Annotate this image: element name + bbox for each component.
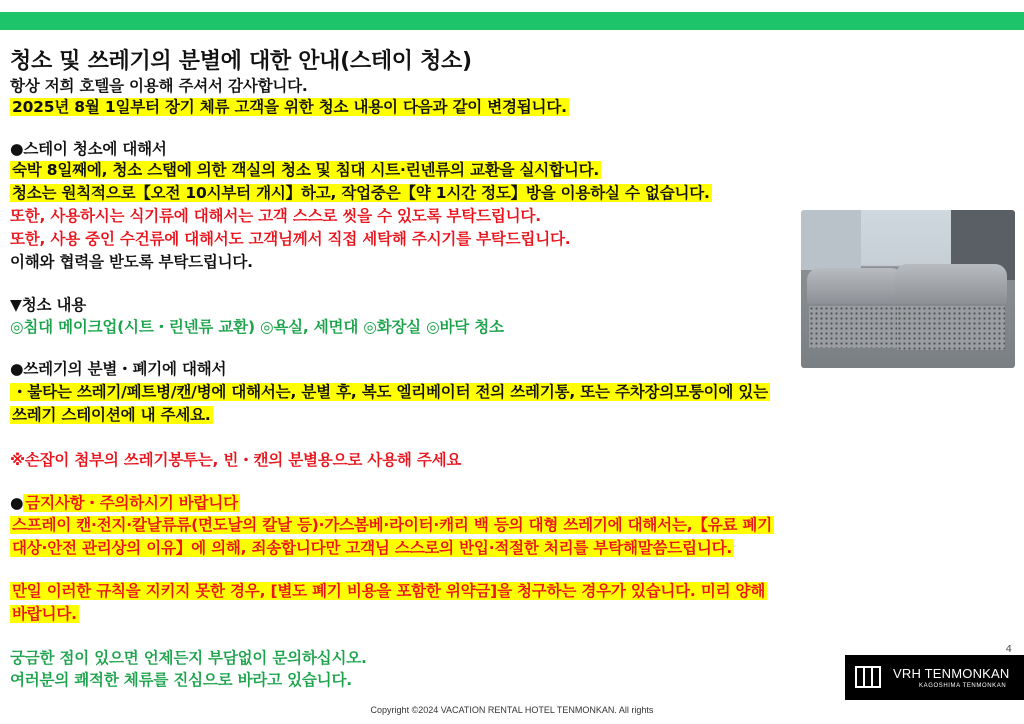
top-accent-bar: [0, 12, 1024, 30]
stay-cleaning-line-3: 또한, 사용하시는 식기류에 대해서는 고객 스스로 씻을 수 있도록 부탁드립니다.: [10, 207, 541, 225]
prohibited-heading: ● 금지사항・주의하시기 바랍니다: [10, 494, 238, 512]
intro-thanks: 항상 저희 호텔을 이용해 주셔서 감사합니다.: [10, 77, 308, 95]
prohibited-line-2: 대상·안전 관리상의 이유】에 의해, 죄송합니다만 고객님 스스로의 반입·적절한 처리를 부탁해말씀드립니다.: [12, 539, 733, 557]
hotel-logo: [845, 655, 1024, 700]
garbage-line-1: ・불타는 쓰레기/페트병/캔/병에 대해서는, 분별 후, 복도 엘리베이터 전의 쓰레기통, 또는 주차장의모퉁이에 있는: [12, 383, 768, 401]
logo-name: VRH TENMONKAN: [893, 666, 1010, 681]
logo-subtitle: KAGOSHIMA TENMONKAN: [919, 683, 1007, 689]
garbage-station-photo: [801, 210, 1015, 368]
prohibited-line-1: 스프레이 캔·전지·칼날류류(면도날의 칼날 등)·가스봄베·라이터·캐리 백 등의 대형 쓰레기에 대해서는,【유료 폐기: [12, 516, 772, 534]
cleaning-content-items: ◎침대 메이크업(시트・린넨류 교환) ◎욕실, 세면대 ◎화장실 ◎바닥 청소: [10, 318, 504, 336]
page-title: 청소 및 쓰레기의 분별에 대한 안내(스테이 청소): [10, 49, 472, 74]
stay-cleaning-line-4: 또한, 사용 중인 수건류에 대해서도 고객님께서 직접 세탁해 주시기를 부탁드립니다.: [10, 230, 571, 248]
intro-notice: 2025년 8월 1일부터 장기 체류 고객을 위한 청소 내용이 다음과 같이 변경됩니다.: [12, 98, 567, 116]
stay-cleaning-heading: ●스테이 청소에 대해서: [10, 140, 167, 158]
building-logo-icon: [855, 665, 881, 689]
garbage-line-2: 쓰레기 스테이션에 내 주세요.: [12, 406, 211, 424]
copyright-footer: Copyright ©2024 VACATION RENTAL HOTEL TENMONKAN. All rights: [370, 705, 654, 715]
penalty-line-2: 바랍니다.: [12, 605, 77, 623]
page-number: 4: [1005, 644, 1012, 655]
penalty-line-1: 만일 이러한 규칙을 지키지 못한 경우, [별도 폐기 비용을 포함한 위약금]을 청구하는 경우가 있습니다. 미리 양해: [12, 582, 766, 600]
cleaning-content-heading: ▼청소 내용: [10, 296, 87, 314]
garbage-heading: ●쓰레기의 분별・폐기에 대해서: [10, 360, 227, 378]
garbage-note: ※손잡이 첨부의 쓰레기봉투는, 빈・캔의 분별용으로 사용해 주세요: [10, 451, 462, 469]
stay-cleaning-line-2: 청소는 원칙적으로【오전 10시부터 개시】하고, 작업중은【약 1시간 정도】방을 이용하실 수 없습니다.: [12, 184, 710, 202]
stay-cleaning-line-1: 숙박 8일째에, 청소 스탭에 의한 객실의 청소 및 침대 시트·린넨류의 교환을 실시합니다.: [12, 161, 600, 179]
closing-line-1: 궁금한 점이 있으면 언제든지 부담없이 문의하십시오.: [10, 649, 367, 667]
closing-line-2: 여러분의 쾌적한 체류를 진심으로 바라고 있습니다.: [10, 671, 352, 689]
stay-cleaning-line-5: 이해와 협력을 받도록 부탁드립니다.: [10, 253, 253, 271]
